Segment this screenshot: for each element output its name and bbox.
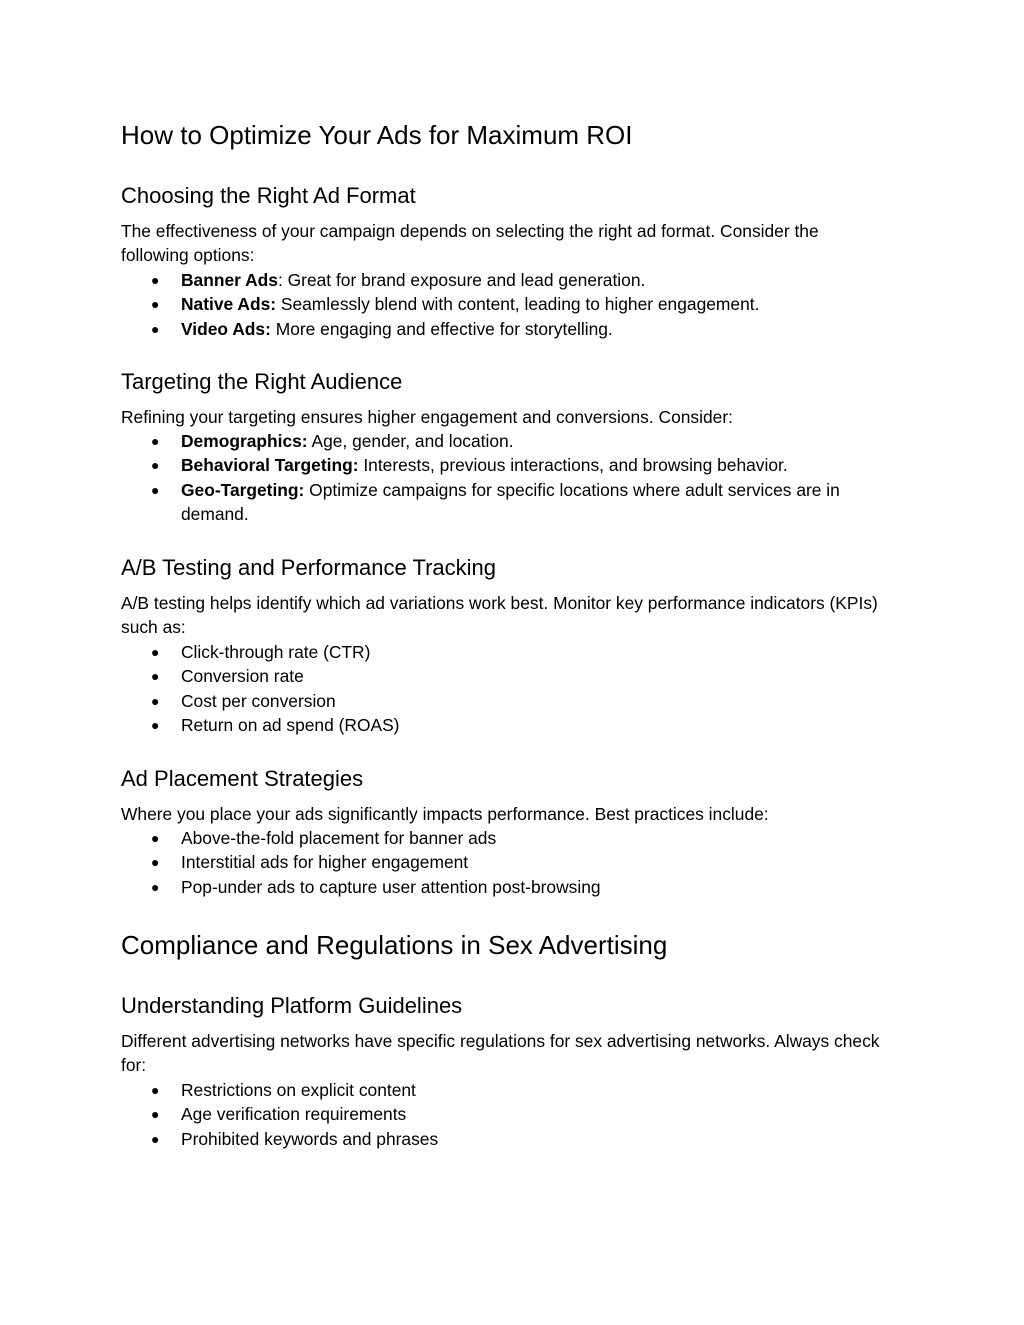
list-item-text: Age verification requirements <box>181 1104 407 1125</box>
bullet-icon: ● <box>151 481 160 498</box>
list-item-text: Conversion rate <box>181 666 304 687</box>
list-item <box>121 689 891 713</box>
guidelines-list <box>121 1078 891 1151</box>
list-item-text: Interstitial ads for higher engagement <box>181 852 469 873</box>
section-heading-audience: Targeting the Right Audience <box>121 369 403 394</box>
list-item <box>121 292 891 316</box>
bullet-icon: ● <box>151 830 160 846</box>
list-item-text: Restrictions on explicit content <box>181 1080 416 1100</box>
list-item <box>121 317 891 341</box>
list-item-text: Seamlessly blend with content, leading to higher engagement. <box>276 294 760 315</box>
list-item-term: Video Ads: <box>181 318 271 339</box>
bullet-icon: ● <box>151 668 160 685</box>
list-item-text: Optimize campaigns for specific locations where adult services are in demand. <box>181 479 840 525</box>
list-item <box>121 1078 891 1102</box>
ad-format-list <box>121 268 891 341</box>
list-item-text: Prohibited keywords and phrases <box>181 1128 439 1149</box>
section-heading-ad-format: Choosing the Right Ad Format <box>121 183 416 208</box>
list-item-text: Pop-under ads to capture user attention post-browsing <box>181 876 601 897</box>
list-item <box>121 1127 891 1151</box>
list-item-text: More engaging and effective for storytelling. <box>270 318 613 339</box>
section-heading-ab-testing: A/B Testing and Performance Tracking <box>121 555 497 580</box>
list-item <box>121 826 891 850</box>
list-item <box>121 1102 891 1126</box>
list-item-term: Geo-Targeting: <box>181 479 305 500</box>
section-intro-guidelines: Different advertising networks have specific regulations for sex advertising networks. Always check for: <box>121 1031 880 1076</box>
section-intro-placement: Where you place your ads significantly impacts performance. Best practices include: <box>121 804 769 824</box>
section-intro-ad-format: The effectiveness of your campaign depends on selecting the right ad format. Consider the following options: <box>121 221 819 266</box>
list-item <box>121 478 891 527</box>
list-item-text: Return on ad spend (ROAS) <box>181 715 400 736</box>
compliance-title: Compliance and Regulations in Sex Advertising <box>121 930 668 960</box>
bullet-icon: ● <box>151 272 160 288</box>
bullet-icon: ● <box>151 878 160 895</box>
list-item-text: Age, gender, and location. <box>307 431 514 451</box>
list-item-text: Interests, previous interactions, and browsing behavior. <box>358 455 788 476</box>
list-item <box>121 850 891 874</box>
bullet-icon: ● <box>151 644 160 660</box>
document-title: How to Optimize Your Ads for Maximum ROI <box>121 120 633 150</box>
list-item <box>121 268 891 292</box>
bullet-icon: ● <box>151 1106 160 1123</box>
list-item-term: Demographics: <box>181 431 308 451</box>
list-item <box>121 429 891 453</box>
section-heading-guidelines: Understanding Platform Guidelines <box>121 993 463 1018</box>
section-heading-placement: Ad Placement Strategies <box>121 766 364 791</box>
placement-list <box>121 826 891 899</box>
bullet-icon: ● <box>151 320 160 337</box>
list-item <box>121 713 891 737</box>
list-item-text: Above-the-fold placement for banner ads <box>181 828 497 848</box>
section-intro-audience: Refining your targeting ensures higher engagement and conversions. Consider: <box>121 407 733 427</box>
list-item <box>121 453 891 477</box>
list-item <box>121 664 891 688</box>
audience-list <box>121 429 891 527</box>
list-item <box>121 875 891 899</box>
list-item-text: Click-through rate (CTR) <box>181 642 371 662</box>
bullet-icon: ● <box>151 854 160 871</box>
bullet-icon: ● <box>151 692 160 709</box>
kpi-list <box>121 640 891 738</box>
list-item <box>121 640 891 664</box>
bullet-icon: ● <box>151 457 160 474</box>
list-item-text: : Great for brand exposure and lead generation. <box>277 270 646 290</box>
list-item-term: Banner Ads <box>181 270 278 290</box>
bullet-icon: ● <box>151 717 160 734</box>
bullet-icon: ● <box>151 1082 160 1098</box>
bullet-icon: ● <box>151 296 160 313</box>
list-item-term: Native Ads: <box>181 294 277 315</box>
list-item-text: Cost per conversion <box>181 690 336 711</box>
section-intro-ab-testing: A/B testing helps identify which ad variations work best. Monitor key performance indicators (KPIs) such as: <box>121 593 878 638</box>
bullet-icon: ● <box>151 1130 160 1147</box>
bullet-icon: ● <box>151 433 160 449</box>
list-item-term: Behavioral Targeting: <box>181 455 359 476</box>
